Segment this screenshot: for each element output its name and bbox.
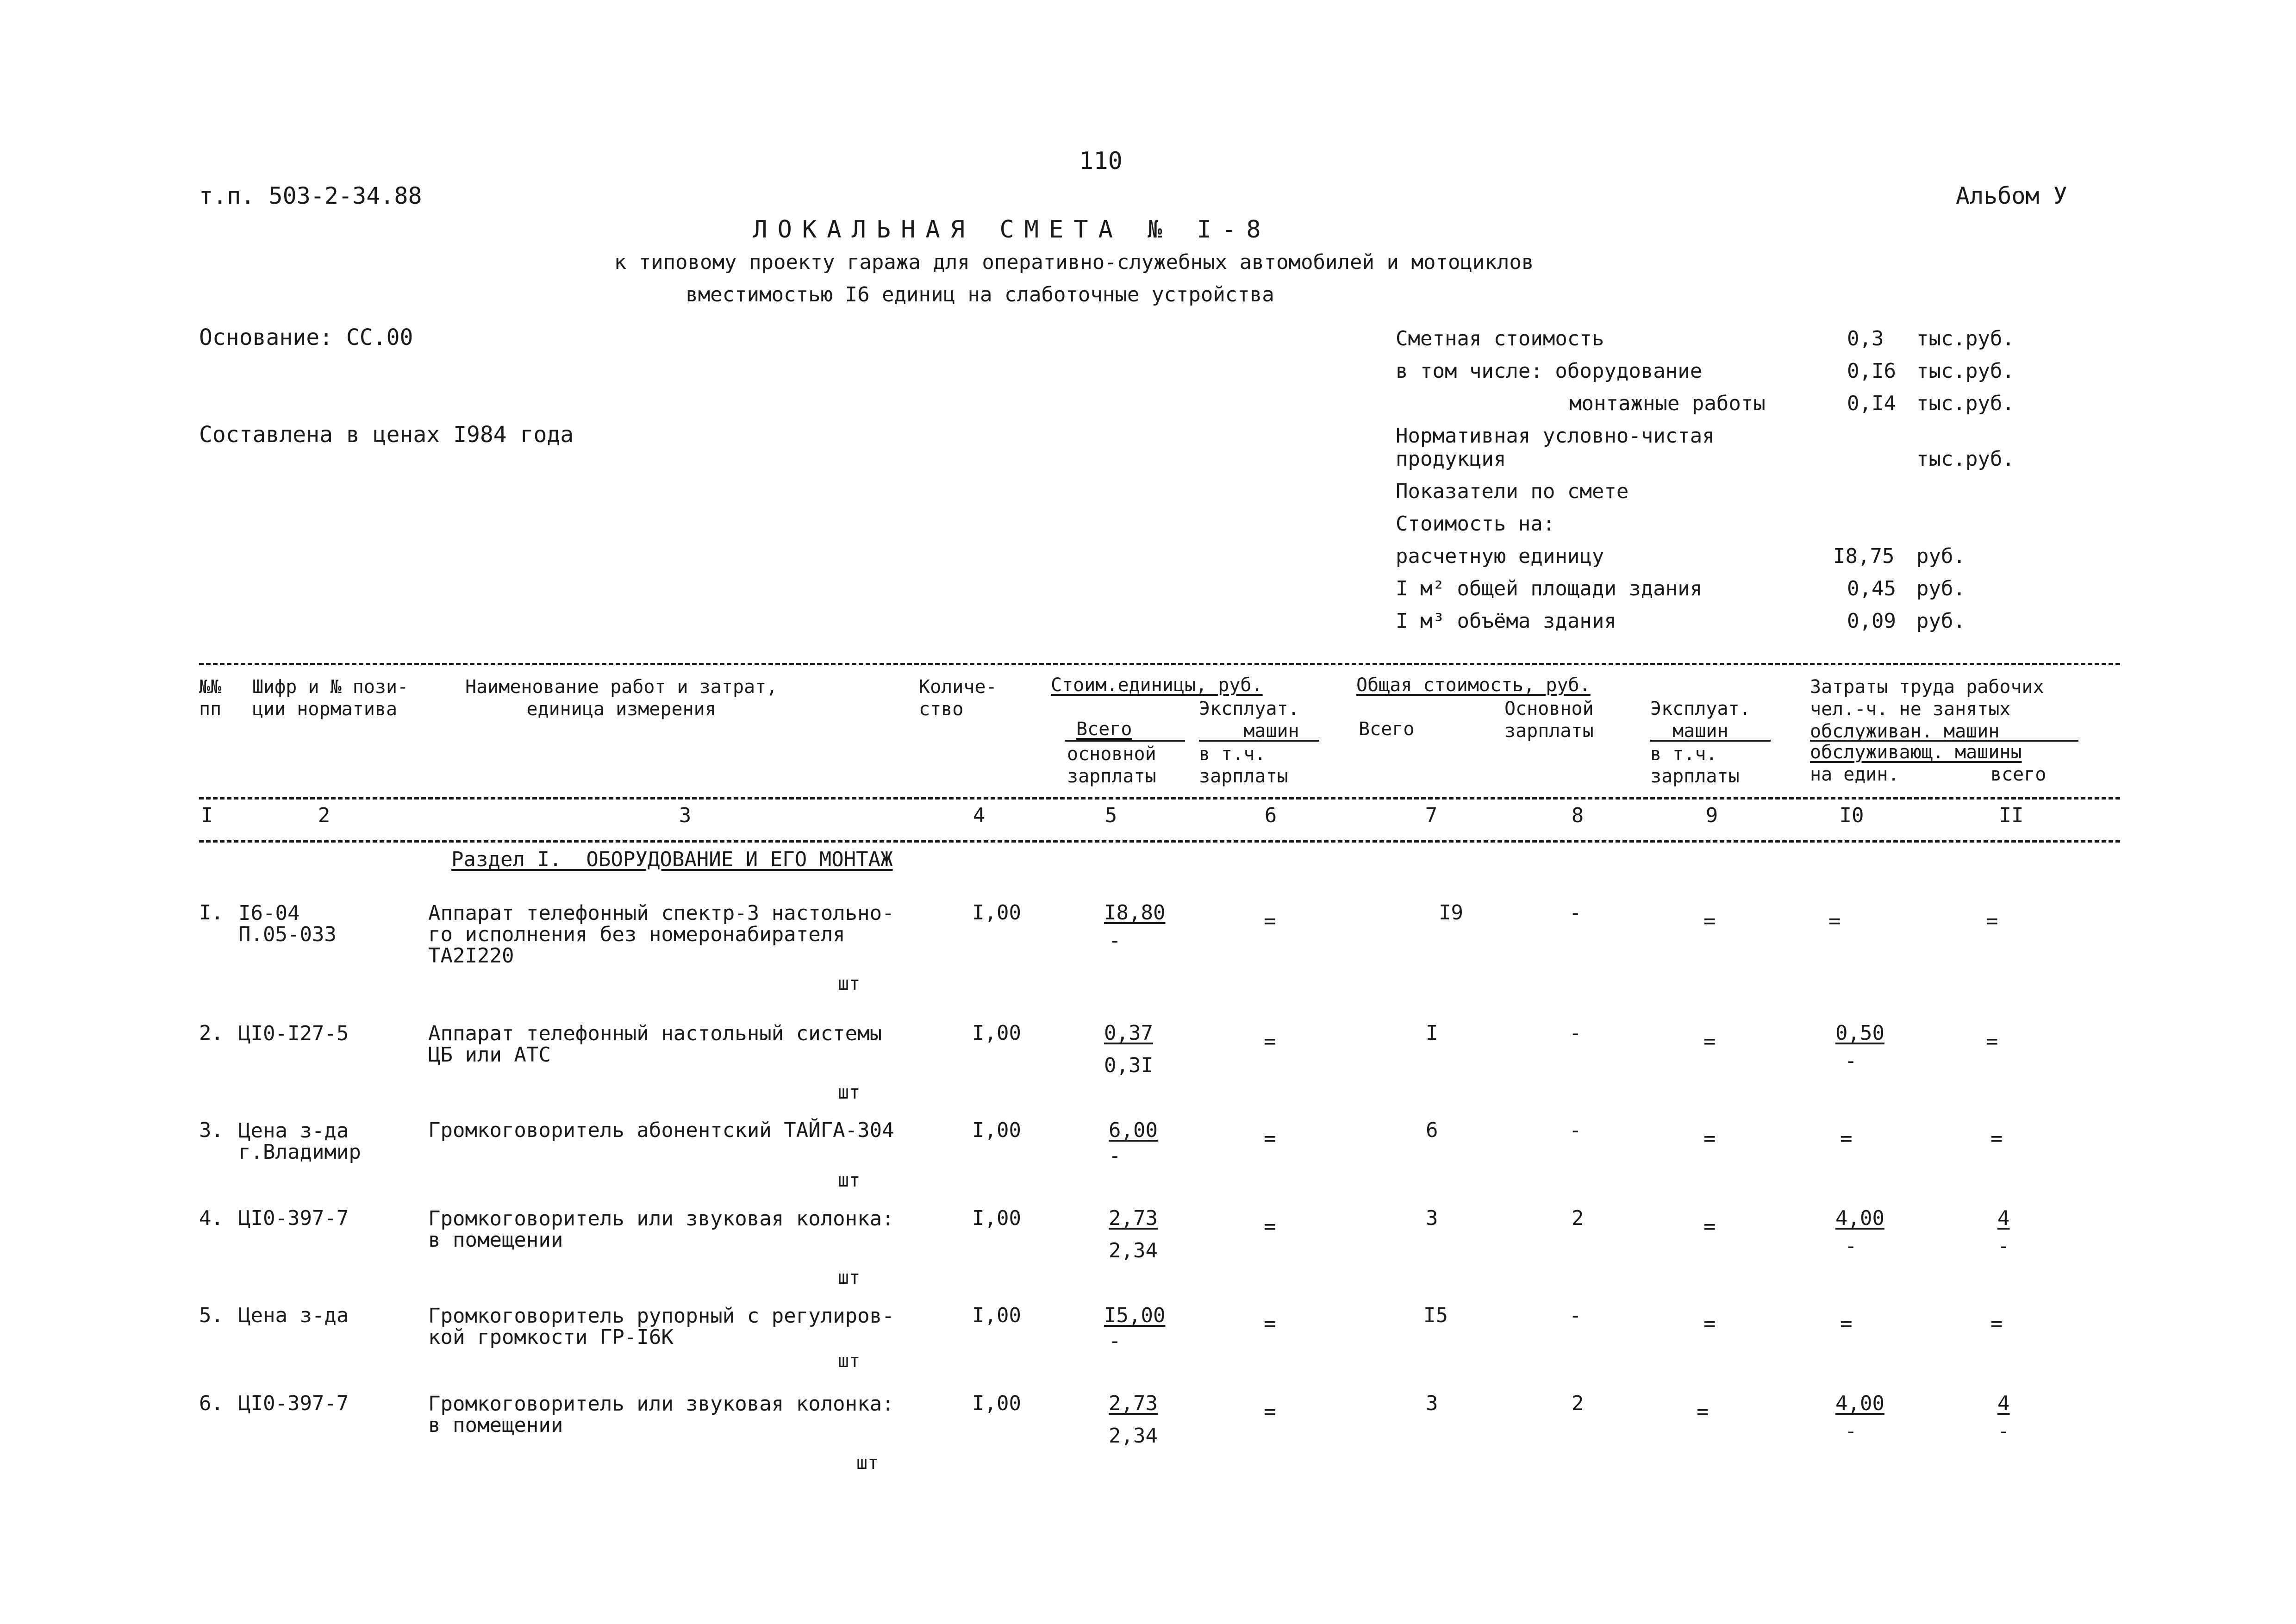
row-labor-total: =: [1986, 1030, 1998, 1053]
row-labor-per-unit: 0,50: [1835, 1021, 1884, 1045]
header-labor: Затраты труда рабочих чел.-ч. не занятых обслуживан. машин: [1810, 676, 2044, 742]
summary-label: в том числе: оборудование: [1396, 359, 1703, 383]
row-total: I5: [1423, 1304, 1448, 1327]
header-quantity: Количе- ство: [919, 676, 997, 720]
header-labor-per-unit: на един.: [1810, 764, 1899, 785]
row-total-machines: =: [1703, 909, 1716, 933]
row-unit-base-salary: -: [1109, 1329, 1121, 1353]
row-total: 3: [1426, 1392, 1438, 1415]
row-unit-total: 0,37: [1104, 1021, 1153, 1045]
row-unit-total: 2,73: [1109, 1206, 1158, 1230]
row-unit: шт: [838, 973, 861, 994]
summary-value: I8,75: [1833, 544, 1895, 568]
row-total-base-salary: -: [1569, 901, 1582, 924]
document-title: ЛОКАЛЬНАЯ СМЕТА № I-8: [753, 216, 1271, 244]
header-rule: [1199, 740, 1319, 742]
row-number: 6.: [199, 1392, 224, 1415]
header-total-machines-salary: в т.ч. зарплаты: [1650, 743, 1740, 787]
row-total-base-salary: -: [1569, 1021, 1582, 1045]
row-unit-total: 2,73: [1109, 1392, 1158, 1415]
summary-unit: руб.: [1916, 609, 1965, 633]
summary-label: Сметная стоимость: [1396, 327, 1604, 350]
summary-unit: тыс.руб.: [1916, 447, 2015, 471]
summary-label: Показатели по смете: [1396, 480, 1629, 503]
row-unit-base-salary: 0,3I: [1104, 1054, 1153, 1077]
row-work-name: Громкоговоритель абонентский ТАЙГА-304: [428, 1118, 894, 1142]
row-labor-total: 4: [1997, 1392, 2010, 1415]
row-total-machines: =: [1703, 1030, 1716, 1053]
header-total-machines: Эксплуат. машин: [1650, 698, 1751, 742]
header-rule: [1065, 740, 1185, 742]
header-unit-cost: Стоим.единицы, руб.: [1051, 675, 1263, 696]
row-unit: шт: [856, 1452, 879, 1474]
prices-year-text: Составлена в ценах I984 года: [199, 422, 574, 448]
summary-label: I м³ объёма здания: [1396, 609, 1616, 633]
row-unit-base-salary: -: [1109, 1144, 1121, 1168]
row-unit: шт: [838, 1267, 861, 1288]
header-code: Шифр и № пози- ции норматива: [252, 676, 409, 720]
summary-unit: тыс.руб.: [1916, 359, 2015, 383]
document-subtitle-1: к типовому проекту гаража для оперативно-служебных автомобилей и мотоциклов: [614, 250, 1534, 274]
row-total: 3: [1426, 1206, 1438, 1230]
row-labor-per-unit-sub: -: [1845, 1419, 1857, 1443]
summary-label-cont: продукция: [1396, 447, 1506, 471]
column-number: I: [200, 804, 213, 827]
row-code: ЦI0-397-7: [238, 1392, 349, 1415]
header-total-all: Всего: [1359, 718, 1415, 740]
column-number: 5: [1104, 804, 1117, 827]
row-labor-per-unit: =: [1840, 1312, 1853, 1336]
row-unit-total: I5,00: [1104, 1304, 1166, 1327]
row-quantity: I,00: [972, 1304, 1021, 1327]
row-labor-total-sub: -: [1997, 1419, 2010, 1443]
row-total: 6: [1426, 1118, 1438, 1142]
row-work-name: Громкоговоритель или звуковая колонка: в помещении: [428, 1392, 894, 1437]
column-number: 7: [1425, 804, 1438, 827]
row-work-name: Громкоговоритель или звуковая колонка: в помещении: [428, 1207, 894, 1252]
row-work-name: Громкоговоритель рупорный с регулиров- кой громкости ГР-I6К: [428, 1304, 894, 1349]
row-unit: шт: [838, 1082, 861, 1103]
row-quantity: I,00: [972, 1118, 1021, 1142]
row-code: Цена з-да: [238, 1304, 349, 1327]
row-unit: шт: [838, 1170, 861, 1191]
header-work-name: Наименование работ и затрат, единица измерения: [465, 676, 778, 720]
row-labor-total-sub: -: [1997, 1234, 2010, 1258]
row-number: 4.: [199, 1206, 224, 1230]
row-number: 2.: [199, 1021, 224, 1045]
summary-label: I м² общей площади здания: [1396, 577, 1703, 600]
header-unit-base-salary: основной зарплаты: [1067, 743, 1156, 787]
column-number: II: [1999, 804, 2024, 827]
row-unit-total: 6,00: [1109, 1118, 1158, 1142]
header-labor-total: всего: [1990, 764, 2046, 785]
summary-unit: руб.: [1916, 577, 1965, 600]
summary-value: 0,45: [1847, 577, 1896, 600]
header-total-cost: Общая стоимость, руб.: [1356, 675, 1591, 696]
column-number: 8: [1571, 804, 1584, 827]
row-total-base-salary: -: [1569, 1304, 1582, 1327]
row-total-machines: =: [1703, 1312, 1716, 1336]
header-rule: [1810, 740, 2078, 742]
row-labor-per-unit: 4,00: [1835, 1392, 1884, 1415]
row-unit: шт: [838, 1350, 861, 1372]
table-top-divider: [199, 663, 2120, 665]
row-labor-per-unit-sub: -: [1845, 1234, 1857, 1258]
summary-label: Нормативная условно-чистая: [1396, 424, 1715, 448]
row-unit-base-salary: 2,34: [1109, 1424, 1158, 1448]
row-total-machines: =: [1703, 1215, 1716, 1238]
row-labor-per-unit: 4,00: [1835, 1206, 1884, 1230]
row-total-base-salary: -: [1569, 1118, 1582, 1142]
row-unit-total: I8,80: [1104, 901, 1166, 924]
row-total-machines: =: [1703, 1127, 1716, 1150]
summary-value: 0,I6: [1847, 359, 1896, 383]
row-number: I.: [199, 901, 224, 924]
column-numbers-divider: [199, 840, 2120, 843]
header-unit-total: Всего: [1076, 718, 1132, 740]
summary-label: Стоимость на:: [1396, 512, 1555, 536]
row-quantity: I,00: [972, 901, 1021, 924]
column-number: 3: [679, 804, 692, 827]
header-divider: [199, 797, 2120, 800]
row-unit-machines: =: [1264, 1312, 1276, 1336]
column-number: 2: [318, 804, 331, 827]
row-labor-per-unit: =: [1840, 1127, 1853, 1150]
summary-value: 0,I4: [1847, 392, 1896, 415]
row-unit-base-salary: -: [1109, 929, 1121, 952]
row-total-base-salary: 2: [1572, 1392, 1584, 1415]
row-unit-base-salary: 2,34: [1109, 1239, 1158, 1262]
row-quantity: I,00: [972, 1392, 1021, 1415]
row-total-machines: =: [1697, 1400, 1709, 1424]
row-labor-total: =: [1990, 1312, 2003, 1336]
header-unit-machines-salary: в т.ч. зарплаты: [1199, 743, 1288, 787]
row-unit-machines: =: [1264, 1400, 1276, 1424]
row-quantity: I,00: [972, 1206, 1021, 1230]
page-number: 110: [1079, 147, 1123, 175]
row-number: 3.: [199, 1118, 224, 1142]
section-title: Раздел I. ОБОРУДОВАНИЕ И ЕГО МОНТАЖ: [451, 848, 893, 871]
summary-unit: тыс.руб.: [1916, 392, 2015, 415]
column-number: 6: [1264, 804, 1277, 827]
row-labor-total: =: [1990, 1127, 2003, 1150]
row-labor-per-unit: =: [1828, 909, 1841, 933]
row-unit-machines: =: [1264, 909, 1276, 933]
row-unit-machines: =: [1264, 1215, 1276, 1238]
row-work-name: Аппарат телефонный спектр-3 настольно- го исполнения без номеронабирателя ТА2I220: [428, 901, 894, 968]
summary-value: 0,3: [1847, 327, 1884, 350]
header-labor-service: обслуживающ. машины: [1810, 742, 2022, 763]
row-code: I6-04 П.05-033: [238, 901, 337, 946]
summary-unit: тыс.руб.: [1916, 327, 2015, 350]
row-code: ЦI0-I27-5: [238, 1022, 349, 1045]
summary-unit: руб.: [1916, 544, 1965, 568]
row-labor-per-unit-sub: -: [1845, 1049, 1857, 1073]
column-number: I0: [1839, 804, 1864, 827]
row-code: Цена з-да г.Владимир: [238, 1119, 361, 1164]
column-number: 4: [973, 804, 986, 827]
row-total: I: [1426, 1021, 1438, 1045]
row-labor-total: 4: [1997, 1206, 2010, 1230]
summary-value: 0,09: [1847, 609, 1896, 633]
header-rule: [1650, 740, 1771, 742]
row-total-base-salary: 2: [1572, 1206, 1584, 1230]
row-quantity: I,00: [972, 1021, 1021, 1045]
basis-text: Основание: СС.00: [199, 325, 413, 350]
row-unit-machines: =: [1264, 1030, 1276, 1053]
row-unit-machines: =: [1264, 1127, 1276, 1150]
summary-label: расчетную единицу: [1396, 544, 1604, 568]
header-total-base-salary: Основной зарплаты: [1504, 698, 1594, 742]
album-label: Альбом У: [1956, 182, 2067, 209]
row-number: 5.: [199, 1304, 224, 1327]
header-row-number: №№ пп: [199, 676, 222, 720]
summary-label: монтажные работы: [1569, 392, 1766, 415]
row-labor-total: =: [1986, 909, 1998, 933]
row-code: ЦI0-397-7: [238, 1206, 349, 1230]
document-subtitle-2: вместимостью I6 единиц на слаботочные устройства: [686, 283, 1274, 306]
row-total: I9: [1439, 901, 1463, 924]
doc-code: т.п. 503-2-34.88: [199, 182, 422, 209]
row-work-name: Аппарат телефонный настольный системы ЦБ или АТС: [428, 1022, 882, 1067]
header-unit-machines: Эксплуат. машин: [1199, 698, 1299, 742]
column-number: 9: [1705, 804, 1718, 827]
